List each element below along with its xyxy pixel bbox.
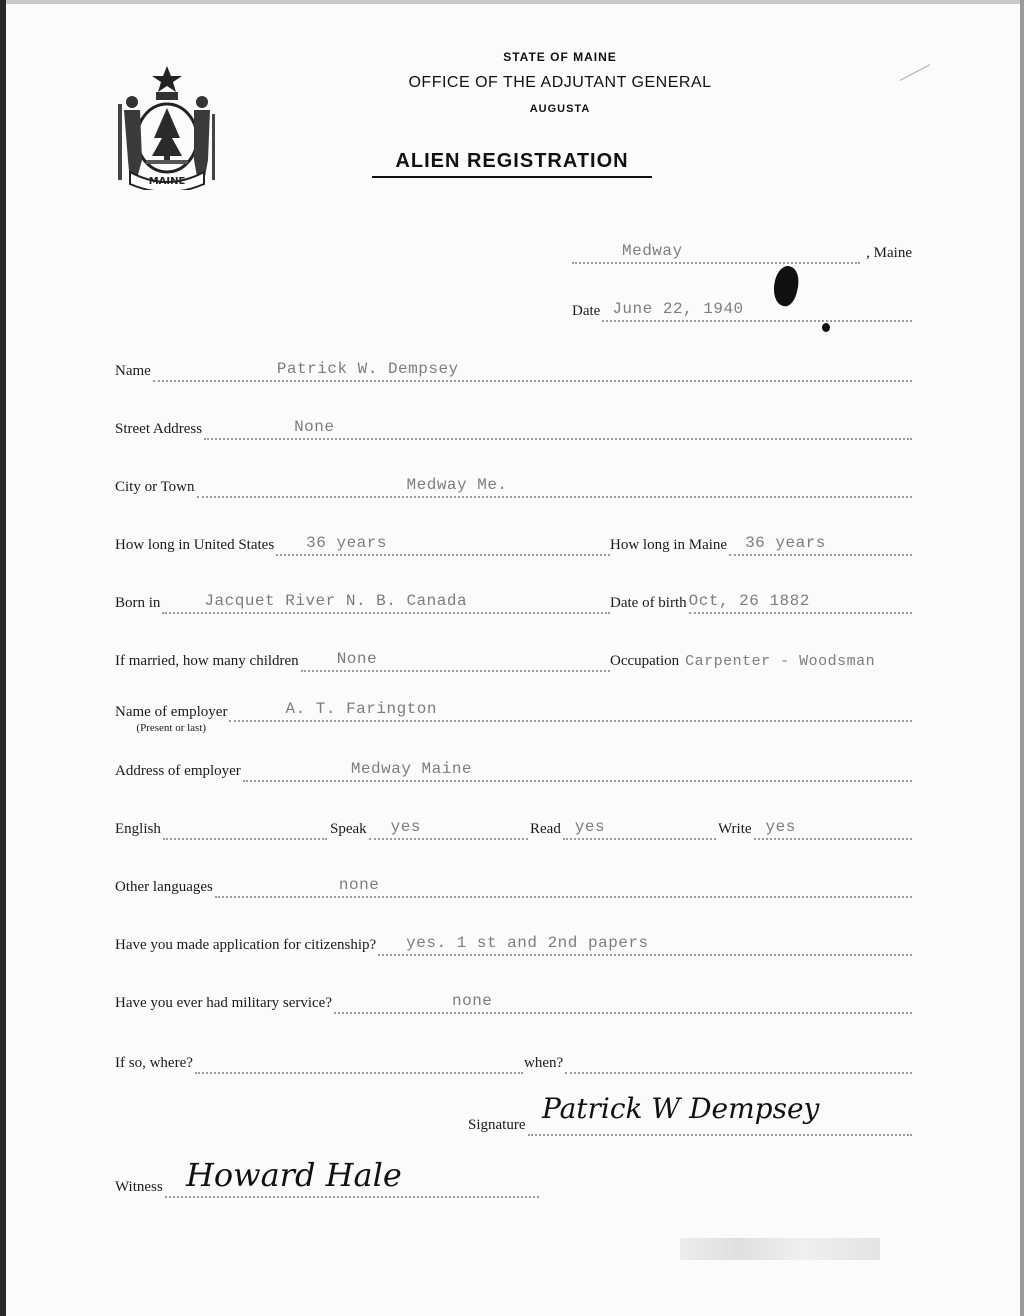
street-value: None (294, 418, 335, 436)
office-heading: OFFICE OF THE ADJUTANT GENERAL (408, 74, 712, 91)
date-value: June 22, 1940 (612, 300, 744, 318)
write-field (754, 816, 912, 840)
born-in-field (162, 590, 610, 614)
english-field (163, 816, 327, 840)
read-label: Read (530, 821, 561, 837)
place-field (572, 240, 860, 264)
where-field (195, 1050, 523, 1074)
speak-field (369, 816, 528, 840)
write-value: yes (765, 818, 796, 836)
children-field (301, 648, 610, 672)
employer-row (115, 698, 912, 738)
signature-handwriting: Patrick W Dempsey (542, 1092, 820, 1125)
when-field (565, 1050, 912, 1074)
pencil-mark (900, 64, 930, 81)
form-title: ALIEN REGISTRATION (372, 150, 652, 178)
employer-address-label: Address of employer (115, 763, 241, 779)
occupation-field (681, 650, 912, 672)
occupation-row (610, 648, 912, 672)
place-value: Medway (622, 242, 683, 260)
street-label: Street Address (115, 421, 203, 437)
name-row (115, 358, 912, 382)
english-row (115, 816, 327, 840)
speak-label: Speak (330, 821, 367, 837)
military-label: Have you ever had military service? (115, 995, 332, 1011)
where-label: If so, where? (115, 1055, 193, 1071)
scan-edge-top (0, 0, 1024, 4)
citizenship-row (115, 932, 912, 956)
when-row (524, 1050, 912, 1074)
write-row (718, 816, 912, 840)
city-field (197, 474, 912, 498)
dob-value: Oct, 26 1882 (688, 592, 810, 610)
employer-sublabel: (Present or last) (136, 722, 207, 734)
dob-row (610, 590, 912, 614)
date-row (572, 298, 912, 322)
street-field (204, 416, 912, 440)
how-long-us-row (115, 532, 610, 556)
witness-label: Witness (115, 1179, 163, 1195)
occupation-value: Carpenter - Woodsman (685, 653, 876, 670)
other-languages-row (115, 874, 912, 898)
employer-address-field (243, 758, 912, 782)
ink-dot (822, 323, 830, 332)
read-value: yes (574, 818, 606, 836)
speak-value: yes (390, 818, 421, 836)
how-long-maine-label: How long in Maine (610, 537, 728, 553)
citizenship-label: Have you made application for citizenship? (115, 937, 377, 953)
where-row (115, 1050, 523, 1074)
read-row (530, 816, 716, 840)
other-languages-value: none (338, 876, 380, 894)
citizenship-field (378, 932, 912, 956)
military-value: none (452, 992, 493, 1010)
city-value: Medway Me. (406, 476, 508, 494)
dob-field (689, 590, 912, 614)
place-suffix: , Maine (866, 245, 912, 261)
children-value: None (336, 650, 378, 668)
date-field (602, 298, 912, 322)
occupation-label: Occupation (610, 653, 680, 669)
born-in-row (115, 590, 610, 614)
employer-value: A. T. Farington (285, 700, 437, 718)
speak-row (330, 816, 528, 840)
employer-label-text: Name of employer (115, 704, 228, 720)
how-long-us-field (276, 532, 610, 556)
maine-state-seal-icon (112, 64, 222, 190)
other-languages-field (215, 874, 912, 898)
scan-edge-left (0, 0, 6, 1316)
employer-address-value: Medway Maine (350, 760, 473, 778)
when-label: when? (524, 1055, 564, 1071)
employer-field (229, 698, 912, 722)
born-in-value: Jacquet River N. B. Canada (204, 592, 468, 610)
faded-stamp (680, 1238, 880, 1260)
name-field (153, 358, 912, 382)
city-heading: AUGUSTA (529, 103, 591, 115)
place-row (570, 240, 912, 264)
employer-address-row (115, 758, 912, 782)
born-in-label: Born in (115, 595, 161, 611)
employer-label (115, 698, 227, 736)
other-languages-label: Other languages (115, 879, 213, 895)
read-field (563, 816, 716, 840)
how-long-maine-value: 36 years (745, 534, 826, 552)
city-label: City or Town (115, 479, 195, 495)
how-long-us-value: 36 years (306, 534, 387, 552)
name-label: Name (115, 363, 151, 379)
dob-label: Date of birth (610, 595, 687, 611)
children-label: If married, how many children (115, 653, 299, 669)
military-field (334, 990, 912, 1014)
seal-banner-text: MAINE (148, 176, 186, 187)
military-row (115, 990, 912, 1014)
how-long-us-label: How long in United States (115, 537, 275, 553)
state-heading: STATE OF MAINE (503, 50, 617, 64)
scan-edge-right (1020, 0, 1024, 1316)
how-long-maine-field (729, 532, 912, 556)
date-label: Date (572, 303, 601, 319)
witness-handwriting: Howard Hale (186, 1156, 402, 1194)
name-value: Patrick W. Dempsey (276, 360, 459, 378)
signature-label: Signature (468, 1117, 526, 1133)
write-label: Write (718, 821, 752, 837)
citizenship-value: yes. 1 st and 2nd papers (406, 934, 649, 952)
city-row (115, 474, 912, 498)
english-label: English (115, 821, 161, 837)
how-long-maine-row (610, 532, 912, 556)
street-row (115, 416, 912, 440)
children-row (115, 648, 610, 672)
